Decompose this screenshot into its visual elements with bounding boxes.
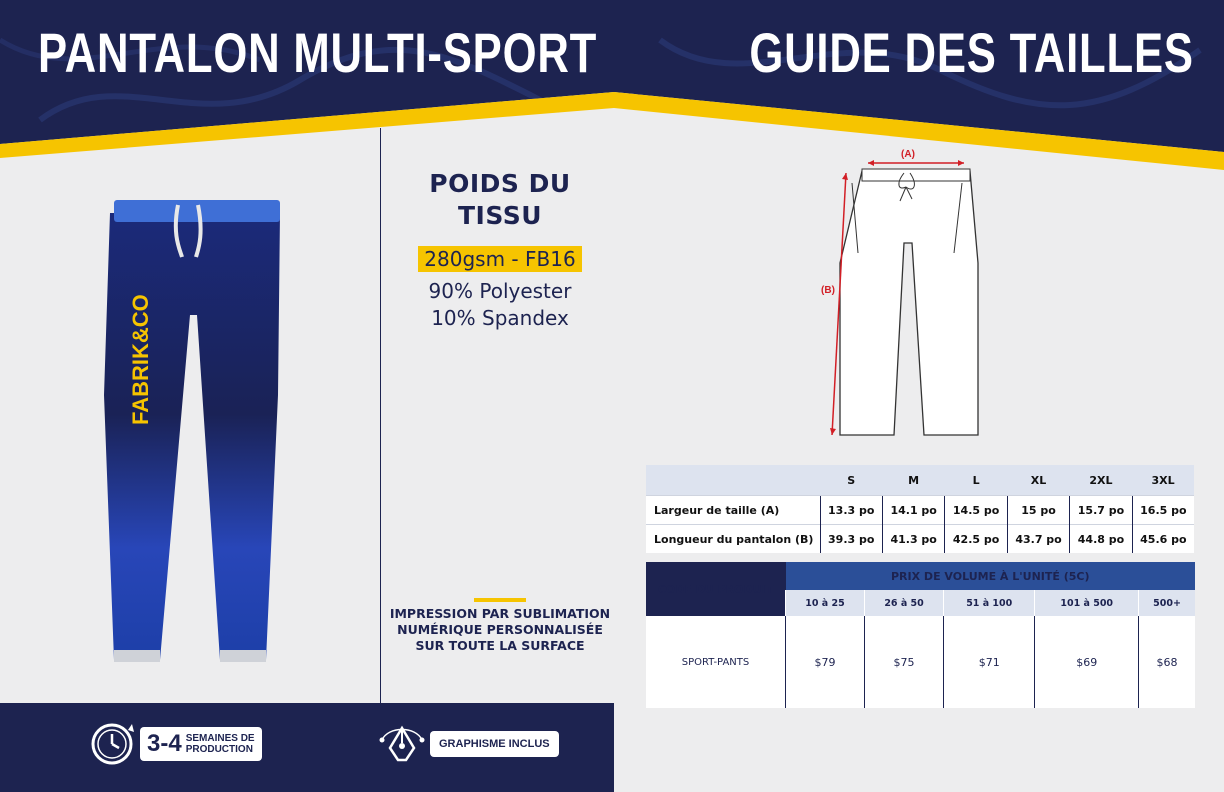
- product-title: PANTALON MULTI-SPORT: [38, 21, 598, 84]
- table-row: [646, 496, 1194, 525]
- measure-a-label: (A): [901, 149, 915, 160]
- size-header: S: [820, 465, 882, 496]
- size-header: XL: [1007, 465, 1069, 496]
- size-header: 2XL: [1070, 465, 1132, 496]
- table-cell: 16.5 po: [1132, 496, 1194, 525]
- graphics-pill: [430, 731, 559, 757]
- clock-icon: [88, 720, 136, 768]
- size-guide-title: GUIDE DES TAILLES: [749, 21, 1194, 84]
- size-header-row: [646, 465, 1194, 496]
- product-code: SPORT-PANTS: [646, 616, 786, 708]
- product-code-header: CODE DU PRODUIT: [646, 562, 786, 616]
- quantity-tier: 500+: [1139, 590, 1195, 616]
- size-header: 3XL: [1132, 465, 1194, 496]
- fabric-info: [384, 168, 616, 332]
- row-label: Largeur de taille (A): [646, 496, 820, 525]
- pants-product-image: [100, 195, 290, 675]
- fabric-title: POIDS DU TISSU: [429, 169, 571, 230]
- pricing-table: [646, 562, 1195, 708]
- table-cell: 41.3 po: [882, 525, 944, 554]
- brand-print-text: FABRIK&CO: [128, 294, 153, 425]
- production-weeks: 3-4: [147, 730, 182, 757]
- table-cell: 45.6 po: [1132, 525, 1194, 554]
- table-cell: 15.7 po: [1070, 496, 1132, 525]
- price-cell: $69: [1035, 616, 1139, 708]
- production-label-line: SEMAINES DE: [185, 733, 255, 744]
- size-header-empty: [646, 465, 820, 496]
- measurement-diagram: [812, 143, 992, 443]
- composition-line: 90% Polyester: [428, 279, 572, 303]
- quantity-tier: 10 à 25: [786, 590, 865, 616]
- price-cell: $75: [865, 616, 944, 708]
- production-pill: [140, 727, 262, 761]
- print-method-text: IMPRESSION PAR SUBLIMATION NUMÉRIQUE PERSONNALISÉE SUR TOUTE LA SURFACE: [389, 606, 611, 653]
- size-header: M: [882, 465, 944, 496]
- size-header: L: [945, 465, 1007, 496]
- quantity-tier: 101 à 500: [1035, 590, 1139, 616]
- table-row: [646, 525, 1194, 554]
- table-cell: 14.5 po: [945, 496, 1007, 525]
- graphics-label: GRAPHISME INCLUS: [439, 738, 550, 750]
- table-cell: 39.3 po: [820, 525, 882, 554]
- vertical-divider: [380, 128, 381, 703]
- table-cell: 15 po: [1007, 496, 1069, 525]
- fabric-weight-badge: 280gsm - FB16: [418, 246, 581, 272]
- table-cell: 13.3 po: [820, 496, 882, 525]
- measure-b-label: (B): [821, 285, 835, 296]
- table-cell: 14.1 po: [882, 496, 944, 525]
- brand-print: [128, 294, 153, 425]
- price-cell: $71: [944, 616, 1035, 708]
- size-chart-table: [646, 465, 1194, 553]
- table-cell: 43.7 po: [1007, 525, 1069, 554]
- quantity-tier: 51 à 100: [944, 590, 1035, 616]
- table-row: [646, 616, 1195, 708]
- composition-line: 10% Spandex: [431, 306, 569, 330]
- accent-bar: [474, 598, 526, 602]
- fabric-composition: [384, 278, 616, 332]
- production-label-line: PRODUCTION: [185, 744, 253, 755]
- production-label: [186, 733, 255, 755]
- price-cell: $79: [786, 616, 865, 708]
- table-cell: 44.8 po: [1070, 525, 1132, 554]
- table-cell: 42.5 po: [945, 525, 1007, 554]
- quantity-tier: 26 à 50: [865, 590, 944, 616]
- volume-price-header: PRIX DE VOLUME À L'UNITÉ (5C): [786, 562, 1196, 590]
- price-cell: $68: [1139, 616, 1195, 708]
- production-time-badge: [88, 720, 262, 768]
- header-banner: [0, 0, 1224, 175]
- graphics-badge: [378, 720, 559, 768]
- pen-tool-icon: [378, 720, 426, 768]
- pricing-header-row: [646, 562, 1195, 590]
- row-label: Longueur du pantalon (B): [646, 525, 820, 554]
